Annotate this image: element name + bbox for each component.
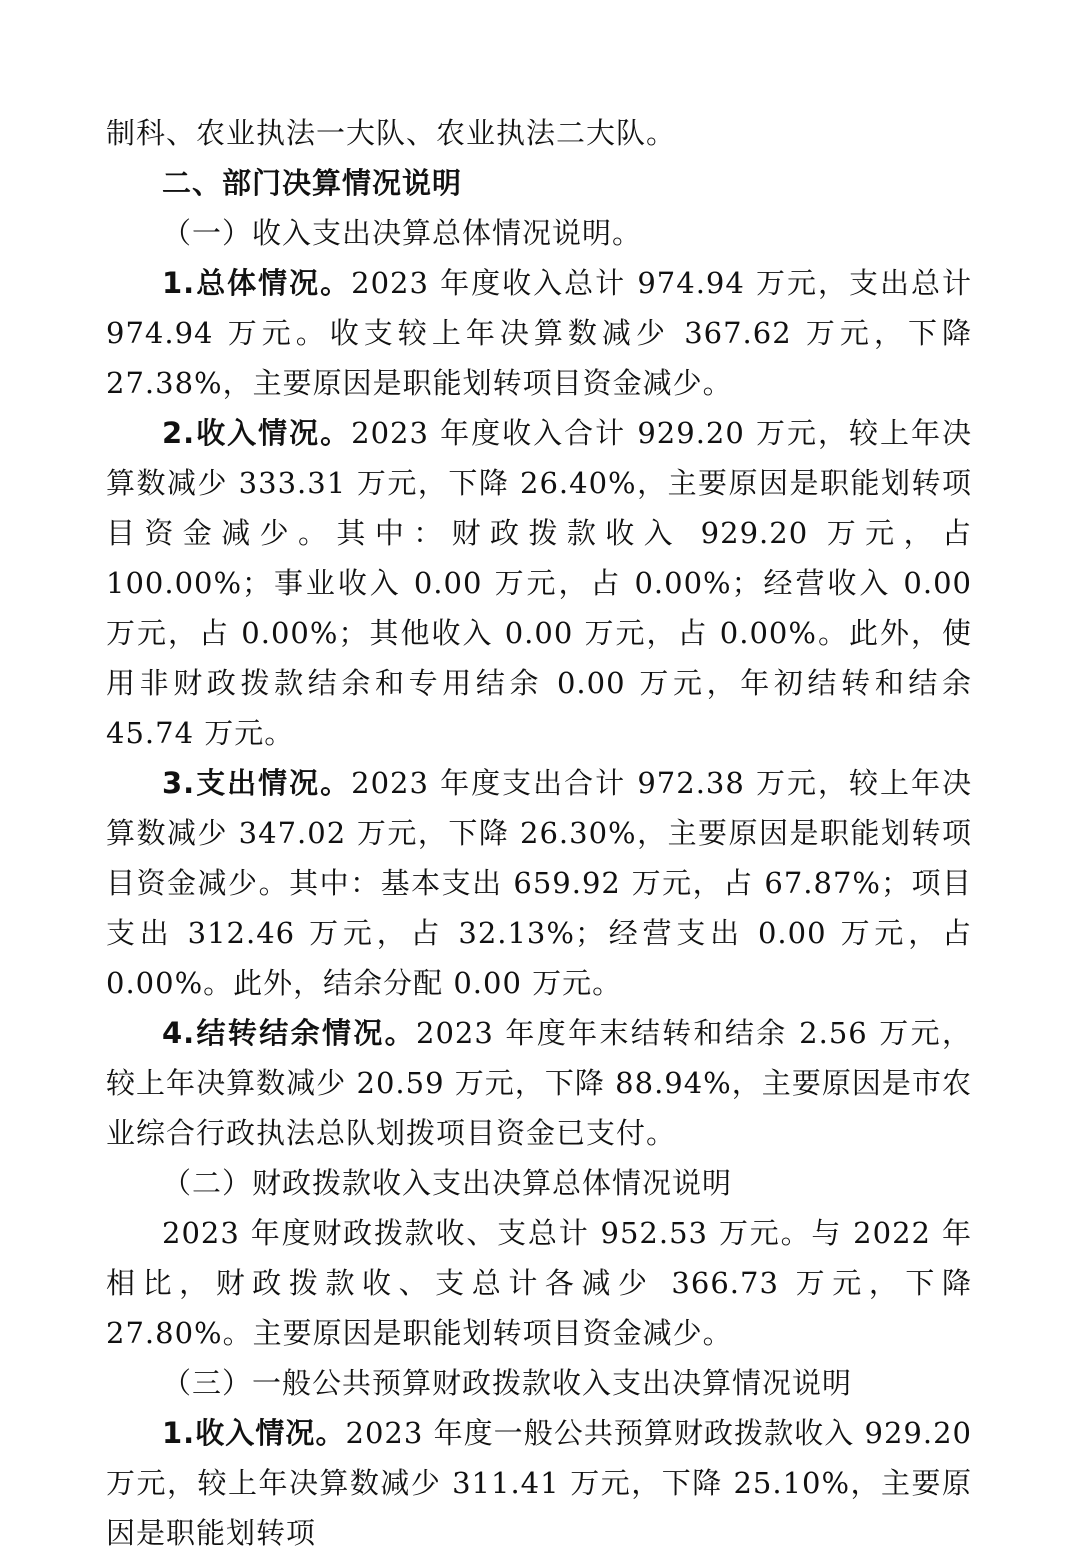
paragraph-lead: 3.支出情况。	[162, 766, 352, 800]
subsection-heading-3: （三）一般公共预算财政拨款收入支出决算情况说明	[162, 1366, 853, 1400]
paragraph-overall	[106, 258, 972, 408]
paragraph-expenditure	[106, 758, 972, 1008]
subsection-heading-2: （二）财政拨款收入支出决算总体情况说明	[162, 1166, 733, 1200]
paragraph-text: 2023 年度年末结转和结余 2.56 万元，较上年决算数减少 20.59 万元，下降 88.94%，主要原因是市农业综合行政执法总队划拨项目资金已支付。	[106, 1016, 973, 1150]
paragraph-fiscal-total: 2023 年度财政拨款收、支总计 952.53 万元。与 2022 年相比，财政拨款收、支总计各减少 366.73 万元，下降 27.80%。主要原因是职能划转项目资金减少。	[106, 1216, 972, 1350]
paragraph-lead: 2.收入情况。	[162, 416, 352, 450]
paragraph-income	[106, 408, 972, 758]
paragraph-carryover	[106, 1008, 972, 1158]
paragraph-text: 2023 年度支出合计 972.38 万元，较上年决算数减少 347.02 万元，下降 26.30%，主要原因是职能划转项目资金减少。其中：基本支出 659.92 万元，占 67.87%；项目支出 312.46 万元，占 32.13%；经营支出 0.00 万元，占 0.00%。此外，结余分配 0.00 万元。	[106, 766, 972, 1000]
paragraph-lead: 4.结转结余情况。	[162, 1016, 417, 1050]
paragraph-lead: 1.总体情况。	[162, 266, 352, 300]
paragraph-text: 2023 年度收入合计 929.20 万元，较上年决算数减少 333.31 万元，下降 26.40%，主要原因是职能划转项目资金减少。其中：财政拨款收入 929.20 万元，占 100.00%；事业收入 0.00 万元，占 0.00%；经营收入 0.00 万元，占 0.00%；其他收入 0.00 万元，占 0.00%。此外，使用非财政拨款结余和专用结余 0.00 万元，年初结转和结余 45.74 万元。	[106, 416, 972, 750]
paragraph-general-budget-income	[106, 1408, 972, 1558]
subsection-heading-1: （一）收入支出决算总体情况说明。	[162, 216, 643, 250]
document-body	[106, 108, 972, 1558]
section-heading: 二、部门决算情况说明	[162, 166, 463, 200]
continuation-paragraph: 制科、农业执法一大队、农业执法二大队。	[106, 116, 677, 150]
paragraph-lead: 1.收入情况。	[162, 1416, 346, 1450]
paragraph-text: 2023 年度一般公共预算财政拨款收入 929.20 万元，较上年决算数减少 311.41 万元，下降 25.10%，主要原因是职能划转项	[106, 1416, 972, 1550]
paragraph-text: 2023 年度收入总计 974.94 万元，支出总计 974.94 万元。收支较上年决算数减少 367.62 万元，下降 27.38%，主要原因是职能划转项目资金减少。	[106, 266, 972, 400]
